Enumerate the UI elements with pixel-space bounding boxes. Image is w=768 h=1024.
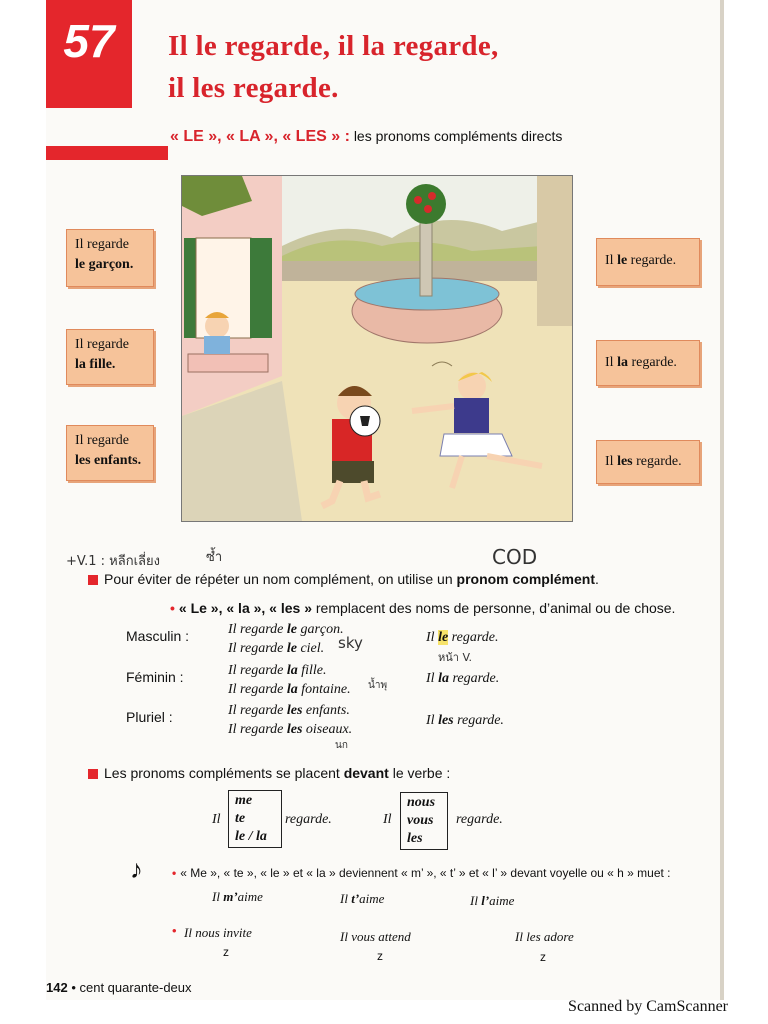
example-masculin (228, 620, 344, 658)
right-box-2-pre: Il (605, 355, 618, 370)
handwritten-birds: นก (335, 740, 348, 751)
handwritten-note-v1: +V.1 : หลีกเลี่ยง (66, 554, 160, 569)
page-number: 142 (46, 980, 68, 995)
pronoun-les: les (407, 831, 423, 846)
illustration-svg (182, 176, 572, 521)
liaison-z-2: z (377, 949, 383, 963)
ex-f-2-b: la (286, 682, 298, 697)
ex-m-1-pre: Il regarde (228, 622, 287, 637)
ex-p-r-b: les (438, 713, 454, 728)
ex-m-r-post: regarde. (448, 630, 499, 645)
rule-1-end: . (595, 571, 599, 587)
rule-1-text: Pour éviter de répéter un nom complément, on utilise un (104, 571, 457, 587)
title-line-1: Il le regarde, il la regarde, (168, 30, 499, 62)
ex-m-2-pre: Il regarde (228, 641, 287, 656)
ex-p-r-post: regarde. (453, 713, 504, 728)
left-box-2-line2: la fille. (75, 357, 116, 372)
ex-p-r-pre: Il (426, 713, 439, 728)
ex-f-r-pre: Il (426, 671, 439, 686)
bullet-dot-icon: • (172, 923, 177, 938)
elision-1-b: m’ (223, 889, 238, 904)
liaison-z-3: z (540, 950, 546, 964)
bullet-dot-icon: • (172, 866, 177, 880)
rule-2-bold: devant (343, 765, 389, 781)
elision-example-1 (212, 889, 263, 905)
elision-3-post: aime (489, 893, 515, 908)
right-box-1-pronoun: le (617, 253, 628, 268)
rule-1-sub-bold: « Le », « la », « les » (178, 600, 312, 616)
handwritten-note-repeat: ซ้ำ (206, 550, 223, 565)
left-box-1 (66, 229, 154, 287)
bullet-dot-icon: • (170, 600, 175, 616)
placement-verb-1: regarde. (285, 812, 332, 827)
elision-2-pre: Il (340, 891, 352, 906)
elision-2-post: aime (359, 891, 385, 906)
ex-m-r-b: le (438, 630, 449, 645)
left-box-2-line1: Il regarde (75, 337, 130, 352)
ex-p-1-b: les (286, 703, 303, 718)
placement-verb-2: regarde. (456, 812, 503, 827)
elision-3-b: l’ (481, 893, 490, 908)
ex-m-1-post: garçon. (296, 622, 344, 637)
ex-f-2-pre: Il regarde (228, 682, 287, 697)
right-box-2 (596, 340, 700, 386)
left-box-1-line2: le garçon. (75, 257, 134, 272)
ex-f-1-post: fille. (297, 663, 327, 678)
rule-1-sub (170, 600, 675, 616)
rule-2-text: Les pronoms compléments se placent (104, 765, 344, 781)
example-feminin (228, 661, 351, 699)
subtitle (170, 128, 562, 146)
pronoun-box-plural (400, 792, 448, 850)
ex-p-2-b: les (286, 722, 303, 737)
bullet-square-icon (88, 769, 98, 779)
page-edge (720, 0, 724, 1000)
ex-p-2-pre: Il regarde (228, 722, 287, 737)
elision-example-3 (470, 893, 514, 909)
pronoun-nous: nous (407, 795, 436, 810)
label-masculin: Masculin : (126, 628, 190, 644)
pronoun-vous: vous (407, 813, 434, 828)
example-masculin-result (426, 628, 498, 647)
rule-1-bold: pronom complément (456, 571, 595, 587)
right-box-1 (596, 238, 700, 286)
elision-rule-text: « Me », « te », « le » et « la » deviennent « m’ », « t’ » et « l’ » devant voyelle ou « h » muet : (180, 866, 671, 880)
ex-f-2-post: fontaine. (297, 682, 351, 697)
label-feminin: Féminin : (126, 669, 184, 685)
right-box-3-pronoun: les (617, 454, 633, 469)
placement-il-1: Il (212, 812, 221, 827)
elision-1-post: aime (237, 889, 263, 904)
chapter-number: 57 (63, 15, 115, 67)
accent-bar (46, 146, 168, 160)
liaison-example-3: Il les adore (515, 929, 574, 944)
page-footer (46, 980, 192, 995)
subtitle-pronouns: « LE », « LA », « LES » : (170, 128, 350, 145)
ex-m-2-b: le (286, 641, 297, 656)
pronoun-le-la: le / la (235, 829, 267, 844)
rule-2-end: le verbe : (388, 765, 451, 781)
audio-note-icon: ♪ (130, 855, 143, 884)
liaison-example-2: Il vous attend (340, 929, 411, 944)
left-box-3 (66, 425, 154, 481)
ex-p-2-post: oiseaux. (302, 722, 353, 737)
left-box-3-line2: les enfants. (75, 453, 142, 468)
rule-1 (88, 571, 599, 587)
ex-p-1-post: enfants. (302, 703, 350, 718)
example-pluriel (228, 701, 352, 739)
handwritten-cod: COD (492, 545, 538, 569)
elision-example-2 (340, 891, 384, 907)
label-pluriel: Pluriel : (126, 709, 173, 725)
pronoun-box-singular (228, 790, 282, 848)
ex-m-r-pre: Il (426, 630, 439, 645)
example-pluriel-result (426, 711, 504, 730)
right-box-3-post: regarde. (632, 454, 682, 469)
scanner-watermark: Scanned by CamScanner (568, 998, 728, 1015)
handwritten-sky: sky (338, 634, 363, 652)
page-number-words: • cent quarante-deux (71, 980, 192, 995)
ex-p-1-pre: Il regarde (228, 703, 287, 718)
right-box-2-pronoun: la (617, 355, 628, 370)
illustration-children-playing (181, 175, 573, 522)
right-box-3-pre: Il (605, 454, 618, 469)
bullet-square-icon (88, 575, 98, 585)
elision-1-pre: Il (212, 889, 224, 904)
right-box-2-post: regarde. (627, 355, 677, 370)
ex-m-2-post: ciel. (296, 641, 325, 656)
handwritten-before-verb: หน้า V. (438, 651, 473, 664)
left-box-2 (66, 329, 154, 385)
left-box-3-line1: Il regarde (75, 433, 130, 448)
elision-rule (172, 866, 671, 880)
liaison-example-1: Il nous invite (184, 925, 252, 940)
pronoun-te: te (235, 811, 246, 826)
placement-il-2: Il (383, 812, 392, 827)
left-box-1-line1: Il regarde (75, 237, 130, 252)
elision-3-pre: Il (470, 893, 482, 908)
rule-2 (88, 765, 450, 781)
subtitle-rest: les pronoms compléments directs (353, 128, 563, 144)
elision-2-b: t’ (351, 891, 360, 906)
pronoun-me: me (235, 793, 253, 808)
rule-1-sub-text: remplacent des noms de personne, d’animal ou de chose. (312, 600, 676, 616)
liaison-z-1: z (223, 945, 229, 959)
ex-m-1-b: le (286, 622, 297, 637)
title-line-2: il les regarde. (168, 72, 339, 104)
right-box-1-post: regarde. (627, 253, 677, 268)
ex-f-r-post: regarde. (448, 671, 500, 686)
ex-f-1-pre: Il regarde (228, 663, 287, 678)
example-feminin-result (426, 669, 499, 688)
ex-f-r-b: la (438, 671, 449, 686)
right-box-1-pre: Il (605, 253, 618, 268)
chapter-number-box (46, 0, 132, 108)
ex-f-1-b: la (286, 663, 298, 678)
handwritten-fountain: น้ำพุ (368, 680, 388, 691)
right-box-3 (596, 440, 700, 484)
